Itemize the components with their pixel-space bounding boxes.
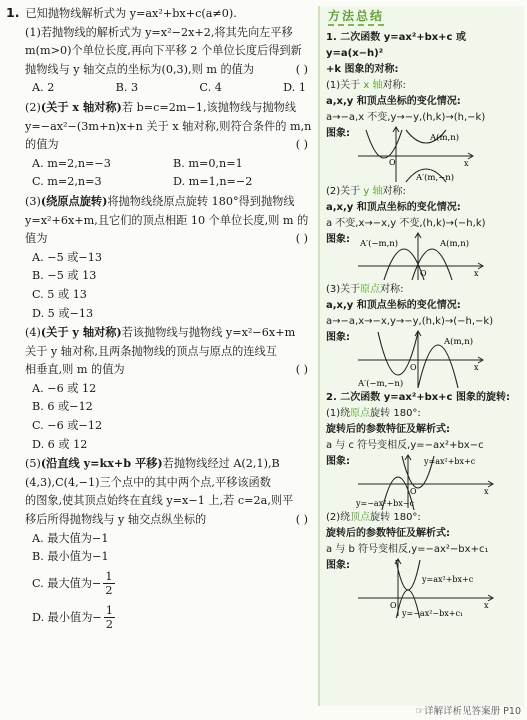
graph-label: A(m,n) (444, 337, 474, 347)
part-2-options (6, 155, 314, 192)
part-1-line-1: (1)若抛物线的解析式为 y=x²−2x+2,将其先向左平移 (25, 25, 293, 39)
question-stem: 已知抛物线解析式为 y=ax²+bx+c(a≠0). (25, 7, 237, 20)
part-4-line-1: 若该抛物线与抛物线 y=x²−6x+m (121, 326, 296, 340)
part-4-line-3: 相垂直,则 m 的值为 (25, 363, 125, 377)
fraction-half: $\frac{1}{2}$ (105, 604, 113, 632)
method-summary-panel: 方法总结 1. 二次函数 y=ax²+bx+c 或 y=a(x−h)² +k 图象的对称: (1)关于 x 轴对称: a,x,y 和顶点坐标的变化情况: a→−a,x 不变,y→−y,(h,k)→(h,−k) 图象: A(m,n) A′(m,−n) O x (2)关于 y 轴对称: a,x,y 和顶点坐标的变化情况: a 不变,x→−x,y 不变,(h,k)→(−h,k) 图象: A′(−m,n) A(m,n) O x (3)关于原点对称: a,x,y 和顶点坐标的变化情况: a→−a,x→−x,y→−y,(h,k)→(−h,−k) 图象: A(m,n) A′(−m,−n) O x 2. 二次函数 y=ax²+bx+c 图象的旋转: (1)绕原点旋转 180°: 旋转后的参数特征及解析式: a 与 c 符号变相反,y=−ax²+bx−c 图象: y=ax²+bx+c y=−ax²+bx−c O x (2)绕顶点旋转 180°: 旋转后的参数特征及解析式: a 与 b 符号变相反,y=−ax²−bx+c₁ 图象: y=ax²+bx+c y=−ax²−bx+c₁ O x (318, 6, 524, 706)
graph-label: A(m,n) (440, 239, 470, 249)
option-c: C. m=2,n=3 (32, 175, 102, 189)
answer-reference-footer: ☞详解详析见答案册 P10 (415, 706, 521, 717)
part-5-line-4: 移后所得抛物线与 y 轴交点纵坐标的 (25, 513, 207, 527)
answer-blank: ( ) (295, 363, 308, 377)
highlight-origin: 原点 (350, 408, 371, 419)
option-a: A. −5 或−13 (32, 250, 103, 264)
answer-blank: ( ) (295, 513, 308, 527)
part-4-tag: (关于 y 轴对称) (40, 325, 122, 340)
option-a: A. 最大值为−1 (32, 531, 109, 545)
section-1-title-cont: +k 图象的对称: (326, 64, 399, 75)
graph-label: y=−ax²−bx+c₁ (402, 609, 464, 618)
graph-label: y=ax²+bx+c (424, 457, 476, 466)
option-b: B. 6 或−12 (32, 400, 93, 414)
graph-x-axis-symmetry (356, 126, 476, 184)
graph-label: O (389, 158, 396, 167)
graph-label: x (484, 601, 489, 610)
graph-label: A′(m,−n) (416, 173, 455, 183)
question-stem-row (6, 4, 314, 24)
option-d (6, 601, 314, 635)
part-1-line-3: 抛物线与 y 轴交点的坐标为(0,3),则 m 的值为 (25, 62, 255, 76)
option-d: D. 6 或 12 (32, 437, 88, 451)
option-c: C. 4 (199, 81, 222, 95)
graph-label: A(m,n) (430, 133, 460, 143)
part-2-line-3: 的值为 (25, 138, 59, 152)
option-d: D. 1 (283, 81, 306, 95)
graph-label: x (474, 269, 479, 278)
part-1-options (6, 79, 314, 98)
highlight-y-axis: y 轴 (363, 186, 383, 197)
section-1-title: 1. 二次函数 y=ax²+bx+c 或 y=a(x−h)² (326, 32, 466, 59)
option-a: A. −6 或 12 (32, 381, 97, 395)
graph-label: y=ax²+bx+c (422, 575, 474, 584)
highlight-vertex: 顶点 (350, 512, 371, 523)
part-3-line-2: y=x²+6x+m,且它们的顶点相距 10 个单位长度,则 m 的 (25, 213, 309, 227)
option-c (6, 567, 314, 601)
graph-y-axis-symmetry (356, 232, 486, 282)
part-2-tag: (关于 x 轴对称) (40, 99, 122, 114)
option-b: B. 3 (115, 81, 139, 95)
graph-label: O (390, 601, 397, 610)
option-b: B. 最小值为−1 (32, 550, 109, 564)
graph-label: x (484, 487, 489, 496)
graph-label: x (464, 159, 469, 168)
part-3: (3)(绕原点旋转)将抛物线绕原点旋转 180°得到抛物线 y=x²+6x+m,且它们的顶点相距 10 个单位长度,则 m 的 值为 ( ) A. −5 或−13 B. −5 或 13 C. 5 或 13 D. 5 或−13 (6, 192, 314, 323)
part-4-line-2: 关于 y 轴对称,且两条抛物线的顶点与原点的连线互 (25, 344, 277, 358)
graph-label: x (474, 363, 479, 372)
section-2-title: 2. 二次函数 y=ax²+bx+c 图象的旋转: (326, 392, 510, 403)
answer-blank: ( ) (295, 138, 308, 152)
part-5-line-2: (4,3),C(4,−1)三个点中的其中两个点,平移该函数 (25, 475, 271, 489)
graph-label: A′(−m,−n) (358, 379, 404, 389)
option-d: D. 5 或−13 (32, 306, 94, 320)
part-1-line-2: m(m>0)个单位长度,再向下平移 2 个单位长度后得到新 (25, 44, 302, 58)
option-c: C. −6 或−12 (32, 419, 103, 433)
part-4: (4)(关于 y 轴对称)若该抛物线与抛物线 y=x²−6x+m 关于 y 轴对称,且两条抛物线的顶点与原点的连线互 相垂直,则 m 的值为 ( ) A. −6 或 12 B. 6 或−12 C. −6 或−12 D. 6 或 12 (6, 323, 314, 454)
graph-origin-symmetry (356, 330, 486, 390)
part-1 (6, 24, 314, 98)
answer-blank: ( ) (295, 232, 308, 246)
fraction-half: $\frac{1}{2}$ (105, 570, 113, 598)
graph-label: O (410, 363, 417, 372)
part-3-tag: (绕原点旋转) (40, 193, 108, 208)
part-5-line-1: 若抛物线经过 A(2,1),B (162, 457, 280, 471)
graph-rotation-vertex (356, 558, 496, 618)
question-number: 1. (6, 5, 20, 20)
option-c: C. 5 或 13 (32, 287, 87, 301)
part-5: (5)(沿直线 y=kx+b 平移)若抛物线经过 A(2,1),B (4,3),C(4,−1)三个点中的其中两个点,平移该函数 的图象,使其顶点始终在直线 y=x−1 上,若 c=2a,则平 移后所得抛物线与 y 轴交点纵坐标的 ( ) A. 最大值为−1 B. 最小值为−1 C. 最大值为− $\frac{1}{2}$ D. 最小值为− $\frac{1}{2}$ (6, 454, 314, 635)
option-a: A. 2 (32, 81, 55, 95)
part-2-line-1: 若 b=c=2m−1,该抛物线与抛物线 (121, 100, 297, 114)
option-b: B. −5 或 13 (32, 269, 97, 283)
question-column (6, 4, 314, 716)
highlight-origin: 原点 (360, 284, 381, 295)
option-d-text: D. 最小值为− (32, 610, 102, 624)
graph-label: y=−ax²+bx−c (356, 499, 414, 508)
part-5-tag: (沿直线 y=kx+b 平移) (40, 456, 163, 471)
part-5-line-3: 的图象,使其顶点始终在直线 y=x−1 上,若 c=2a,则平 (25, 494, 294, 508)
option-a: A. m=2,n=−3 (32, 156, 111, 170)
option-c-text: C. 最大值为− (32, 576, 102, 590)
part-2: (2)(关于 x 轴对称)若 b=c=2m−1,该抛物线与抛物线 y=−ax²−(3m+n)x+n 关于 x 轴对称,则符合条件的 m,n 的值为 ( ) A. m=2,n=−3 B. m=0,n=1 C. m=2,n=3 D. m=1,n=−2 (6, 98, 314, 192)
answer-blank: ( ) (295, 62, 308, 76)
part-3-line-3: 值为 (25, 232, 48, 246)
part-2-line-2: y=−ax²−(3m+n)x+n 关于 x 轴对称,则符合条件的 m,n (25, 119, 312, 133)
option-d: D. m=1,n=−2 (173, 175, 253, 189)
method-summary-header: 方法总结 (328, 8, 384, 26)
highlight-x-axis: x 轴 (363, 80, 383, 91)
graph-rotation-origin (356, 454, 496, 510)
part-3-line-1: 将抛物线绕原点旋转 180°得到抛物线 (107, 194, 295, 208)
graph-label: O (420, 269, 427, 278)
graph-label: A′(−m,n) (360, 239, 399, 249)
graph-label: O (410, 487, 417, 496)
option-b: B. m=0,n=1 (173, 156, 243, 170)
